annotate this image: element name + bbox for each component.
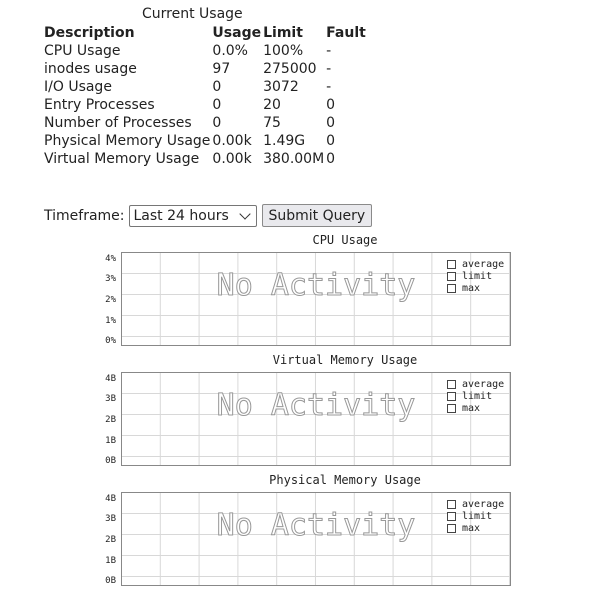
cell-fault: 0	[326, 151, 336, 167]
cell-usage: 0	[212, 115, 222, 131]
no-activity-text: No Activity	[216, 268, 416, 303]
legend-item-limit[interactable]	[447, 510, 504, 522]
legend-checkbox[interactable]	[447, 284, 456, 293]
table-header-row	[43, 24, 367, 42]
y-tick-label: 3%	[105, 274, 116, 284]
y-tick-label: 3B	[105, 394, 116, 404]
legend-label: limit	[462, 270, 493, 282]
cell-description: Entry Processes	[44, 97, 155, 113]
legend-checkbox[interactable]	[447, 392, 456, 401]
legend-checkbox[interactable]	[447, 380, 456, 389]
no-activity-text: No Activity	[216, 508, 416, 543]
chevron-down-icon	[239, 208, 250, 219]
cell-fault: 0	[326, 115, 336, 131]
y-tick-label: 4%	[105, 254, 116, 264]
y-tick-label: 3B	[105, 514, 116, 524]
y-tick-label: 2B	[105, 535, 116, 545]
y-tick-label: 2%	[105, 295, 116, 305]
legend-item-limit[interactable]	[447, 270, 504, 282]
y-tick-label: 1B	[105, 436, 116, 446]
legend-checkbox[interactable]	[447, 404, 456, 413]
y-tick-label: 0B	[105, 456, 116, 466]
cell-description: inodes usage	[44, 61, 137, 77]
legend-label: average	[462, 498, 505, 510]
physical-memory-usage-chart	[0, 473, 610, 589]
legend-checkbox[interactable]	[447, 260, 456, 269]
cell-usage: 0.0%	[212, 43, 248, 59]
header-usage: Usage	[212, 25, 262, 41]
timeframe-select[interactable]	[129, 205, 257, 227]
chart-legend	[447, 258, 504, 294]
cell-fault: -	[326, 79, 332, 95]
cell-limit: 75	[263, 115, 281, 131]
cell-description: I/O Usage	[44, 79, 112, 95]
legend-item-average[interactable]	[447, 378, 504, 390]
legend-checkbox[interactable]	[447, 272, 456, 281]
y-tick-label: 4B	[105, 494, 116, 504]
legend-checkbox[interactable]	[447, 500, 456, 509]
no-activity-text: No Activity	[216, 388, 416, 423]
cell-usage: 0.00k	[212, 151, 252, 167]
usage-table-caption: Current Usage	[142, 6, 243, 22]
cell-limit: 275000	[263, 61, 317, 77]
legend-label: max	[462, 282, 481, 294]
table-row	[43, 132, 367, 150]
cell-description: Physical Memory Usage	[44, 133, 211, 149]
legend-checkbox[interactable]	[447, 524, 456, 533]
cell-description: CPU Usage	[44, 43, 121, 59]
cell-limit: 1.49G	[263, 133, 306, 149]
table-row	[43, 42, 367, 60]
cpu-usage-chart	[0, 233, 610, 349]
legend-label: limit	[462, 510, 493, 522]
table-row	[43, 60, 367, 78]
chart-legend	[447, 378, 504, 414]
table-row	[43, 150, 367, 168]
table-row	[43, 96, 367, 114]
legend-label: max	[462, 522, 481, 534]
y-tick-label: 1%	[105, 316, 116, 326]
chart-legend	[447, 498, 504, 534]
legend-item-average[interactable]	[447, 258, 504, 270]
cell-usage: 97	[212, 61, 231, 77]
y-tick-label: 1B	[105, 556, 116, 566]
legend-label: average	[462, 258, 505, 270]
chart-title: Physical Memory Usage	[269, 473, 421, 487]
timeframe-form	[44, 204, 372, 227]
cell-fault: -	[326, 43, 332, 59]
cell-description: Virtual Memory Usage	[44, 151, 200, 167]
legend-item-average[interactable]	[447, 498, 504, 510]
legend-item-max[interactable]	[447, 402, 504, 414]
current-usage-table	[43, 24, 367, 168]
submit-query-button[interactable]: Submit Query	[262, 204, 373, 227]
table-row	[43, 78, 367, 96]
cell-fault: 0	[326, 97, 336, 113]
cell-limit: 380.00M	[263, 151, 325, 167]
chart-title: CPU Usage	[312, 233, 378, 247]
cell-limit: 20	[263, 97, 281, 113]
cell-fault: 0	[326, 133, 336, 149]
legend-label: limit	[462, 390, 493, 402]
y-tick-label: 4B	[105, 374, 116, 384]
y-tick-label: 0B	[105, 576, 116, 586]
y-tick-label: 2B	[105, 415, 116, 425]
cell-limit: 100%	[263, 43, 304, 59]
legend-item-max[interactable]	[447, 522, 504, 534]
cell-description: Number of Processes	[44, 115, 192, 131]
timeframe-label: Timeframe:	[44, 207, 125, 224]
legend-label: average	[462, 378, 505, 390]
cell-fault: -	[326, 61, 332, 77]
cell-limit: 3072	[263, 79, 299, 95]
cell-usage: 0.00k	[212, 133, 252, 149]
legend-item-max[interactable]	[447, 282, 504, 294]
header-description: Description	[44, 25, 135, 41]
legend-item-limit[interactable]	[447, 390, 504, 402]
table-row	[43, 114, 367, 132]
virtual-memory-usage-chart	[0, 353, 610, 469]
cell-usage: 0	[212, 97, 222, 113]
legend-label: max	[462, 402, 481, 414]
header-fault: Fault	[326, 25, 366, 41]
header-limit: Limit	[263, 25, 303, 41]
y-tick-label: 0%	[105, 336, 116, 346]
chart-title: Virtual Memory Usage	[272, 353, 418, 367]
timeframe-selected-value: Last 24 hours	[133, 207, 229, 224]
cell-usage: 0	[212, 79, 222, 95]
legend-checkbox[interactable]	[447, 512, 456, 521]
